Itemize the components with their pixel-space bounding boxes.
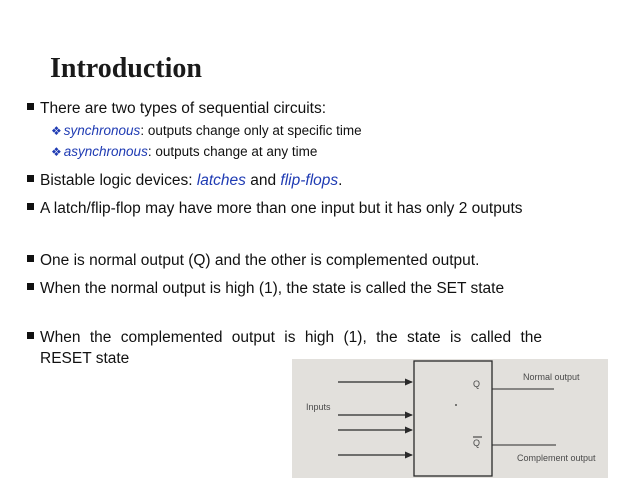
term-asynchronous: asynchronous [63, 144, 148, 159]
diamond-bullet-icon: ❖ [51, 145, 62, 159]
bullet-text: A latch/flip-flop may have more than one input but it has only 2 outputs [40, 200, 523, 217]
bullet-normal-complement [40, 250, 560, 271]
bullet-square-icon [27, 332, 34, 339]
bullet-square-icon [27, 283, 34, 290]
inputs-label: Inputs [306, 402, 331, 412]
input-arrow-4 [405, 452, 413, 459]
complement-output-label: Complement output [517, 453, 596, 463]
bullet-text-end: . [338, 172, 343, 189]
sub-bullet-text: : outputs change only at specific time [140, 123, 362, 138]
bullet-two-outputs [40, 198, 542, 219]
bullet-text-and: and [245, 172, 281, 189]
input-arrow-2 [405, 412, 413, 419]
slide-title: Introduction [50, 53, 202, 84]
bullet-sequential-types [40, 98, 560, 119]
term-flip-flops: flip-flops [280, 172, 339, 189]
bullet-set-state [40, 278, 542, 299]
flip-flop-box [414, 361, 492, 476]
normal-output-label: Normal output [523, 372, 580, 382]
bullet-text: There are two types of sequential circuits: [40, 100, 327, 117]
bullet-square-icon [27, 175, 34, 182]
bullet-square-icon [27, 255, 34, 262]
term-latches: latches [196, 172, 246, 189]
bullet-text: When the complemented output is high (1), the state is called the RESET state [40, 329, 542, 367]
sub-bullet-synchronous [51, 122, 362, 140]
bullet-square-icon [27, 203, 34, 210]
term-synchronous: synchronous [63, 123, 141, 138]
input-arrow-3 [405, 427, 413, 434]
sub-bullet-asynchronous [51, 143, 317, 161]
qbar-label: Q [473, 438, 481, 448]
bullet-text: Bistable logic devices: [40, 172, 197, 189]
flip-flop-block-diagram [292, 359, 608, 478]
diamond-bullet-icon: ❖ [51, 124, 62, 138]
input-arrow-1 [405, 379, 413, 386]
bullet-square-icon [27, 103, 34, 110]
sub-bullet-text: : outputs change at any time [147, 144, 318, 159]
q-label: Q [473, 379, 481, 389]
diagram-dot [455, 404, 457, 406]
bullet-text: One is normal output (Q) and the other is complemented output. [40, 252, 480, 269]
bullet-text: When the normal output is high (1), the state is called the SET state [40, 280, 505, 297]
bullet-bistable-devices [40, 170, 560, 191]
